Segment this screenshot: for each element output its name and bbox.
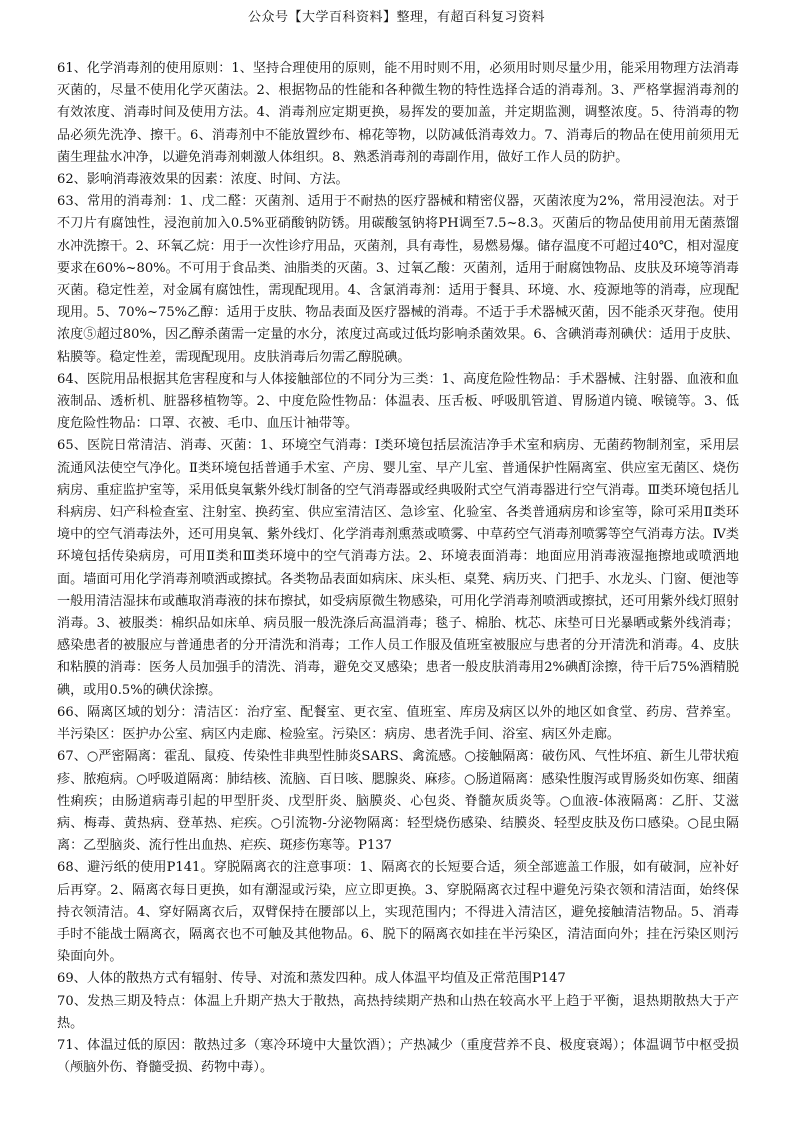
paragraph-63: 63、常用的消毒剂：1、戊二醛：灭菌剂、适用于不耐热的医疗器械和精密仪器，灭菌浓度为2%，常用浸泡法。对于不刀片有腐蚀性，浸泡前加入0.5%亚硝酸钠防锈。用碳酸氢钠将PH调至7.5~8.3。灭菌后的物品使用前用无菌蒸馏水冲洗擦干。2、环氧乙烷：用于一次性诊疗用品，灭菌剂，具有毒性，易燃易爆。储存温度不可超过40℃，相对湿度要求在60%~80%。不可用于食品类、油脂类的灭菌。3、过氧乙酸：灭菌剂，适用于耐腐蚀物品、皮肤及环境等消毒灭菌。稳定性差，对金属有腐蚀性，需现配现用。4、含氯消毒剂：适用于餐具、环境、水、疫源地等的消毒，应现配现用。5、70%~75%乙醇：适用于皮肤、物品表面及医疗器械的消毒。不适于手术器械灭菌，因不能杀灭芽孢。使用浓度⑤超过80%，因乙醇杀菌需一定量的水分，浓度过高或过低均影响杀菌效果。6、含碘消毒剂碘伏：适用于皮肤、粘膜等。稳定性差，需现配现用。皮肤消毒后勿需乙醇脱碘。 bbox=[57, 194, 739, 365]
paragraph-67: 67、○严密隔离：霍乱、鼠疫、传染性非典型性肺炎SARS、禽流感。○接触隔离：破伤风、气性坏疽、新生儿带状疱疹、脓疱病。○呼吸道隔离：肺结核、流脑、百日咳、腮腺炎、麻疹。○肠道隔离：感染性腹泻或胃肠炎如伤寒、细菌性痢疾；由肠道病毒引起的甲型肝炎、戊型肝炎、脑膜炎、心包炎、脊髓灰质炎等。○血液-体液隔离：乙肝、艾滋病、梅毒、黄热病、登革热、疟疾。○引流物-分泌物隔离：轻型烧伤感染、结膜炎、轻型皮肤及伤口感染。○昆虫隔离：乙型脑炎、流行性出血热、疟疾、斑疹伤寒等。P137 bbox=[57, 749, 739, 854]
paragraph-69: 69、人体的散热方式有辐射、传导、对流和蒸发四种。成人体温平均值及正常范围P147 bbox=[57, 971, 566, 987]
paragraph-62: 62、影响消毒液效果的因素：浓度、时间、方法。 bbox=[57, 172, 349, 188]
document-body bbox=[57, 58, 739, 1079]
paragraph-64: 64、医院用品根据其危害程度和与人体接触部位的不同分为三类：1、高度危险性物品：手术器械、注射器、血液和血液制品、透析机、脏器移植物等。2、中度危险性物品：体温表、压舌板、呼吸肌管道、胃肠道内镜、喉镜等。3、低度危险性物品：口罩、衣被、毛巾、血压计袖带等。 bbox=[57, 371, 739, 432]
paragraph-71: 71、体温过低的原因：散热过多（寒冷环境中大量饮酒）；产热减少（重度营养不良、极度衰竭）；体温调节中枢受损（颅脑外伤、脊髓受损、药物中毒）。 bbox=[57, 1037, 739, 1076]
paragraph-68: 68、避污纸的使用P141。穿脱隔离衣的注意事项：1、隔离衣的长短要合适，须全部遮盖工作服，如有破洞，应补好后再穿。2、隔离衣每日更换，如有潮湿或污染，应立即更换。3、穿脱隔离衣过程中避免污染衣领和清洁面，始终保持衣领清洁。4、穿好隔离衣后，双臂保持在腰部以上，实现范围内；不得进入清洁区，避免接触清洁物品。5、消毒手时不能战士隔离衣，隔离衣也不可触及其他物品。6、脱下的隔离衣如挂在半污染区，清洁面向外；挂在污染区则污染面向外。 bbox=[57, 860, 739, 965]
page-header: 公众号【大学百科资料】整理，有超百科复习资料 bbox=[247, 10, 545, 25]
paragraph-61: 61、化学消毒剂的使用原则：1、坚持合理使用的原则，能不用时则不用，必须用时则尽量少用，能采用物理方法消毒灭菌的，尽量不使用化学灭菌法。2、根据物品的性能和各种微生物的特性选择合适的消毒剂。3、严格掌握消毒剂的有效浓度、消毒时间及使用方法。4、消毒剂应定期更换，易挥发的要加盖，并定期监测，调整浓度。5、待消毒的物品必须先洗净、擦干。6、消毒剂中不能放置纱布、棉花等物，以防减低消毒效力。7、消毒后的物品在使用前须用无菌生理盐水冲净，以避免消毒剂刺激人体组织。8、熟悉消毒剂的毒副作用，做好工作人员的防护。 bbox=[57, 61, 739, 165]
paragraph-65: 65、医院日常清洁、消毒、灭菌：1、环境空气消毒：Ⅰ类环境包括层流洁净手术室和病房、无菌药物制剂室，采用层流通风法使空气净化。Ⅱ类环境包括普通手术室、产房、婴儿室、早产儿室、普通保护性隔离室、供应室无菌区、烧伤病房、重症监护室等，采用低臭氧紫外线灯制备的空气消毒器或经典吸附式空气消毒器进行空气消毒。Ⅲ类环境包括儿科病房、妇产科检查室、注射室、换药室、供应室清洁区、急诊室、化验室、各类普通病房和诊室等，除可采用Ⅱ类环境中的空气消毒法外，还可用臭氧、紫外线灯、化学消毒剂熏蒸或喷雾、中草药空气消毒剂喷雾等空气消毒方法。Ⅳ类环境包括传染病房，可用Ⅱ类和Ⅲ类环境中的空气消毒方法。2、环境表面消毒：地面应用消毒液湿拖擦地或喷洒地面。墙面可用化学消毒剂喷洒或擦拭。各类物品表面如病床、床头柜、桌凳、病历夹、门把手、水龙头、门窗、便池等一般用清洁湿抹布或蘸取消毒液的抹布擦拭，如受病原微生物感染，可用化学消毒剂喷洒或擦拭，还可用紫外线灯照射消毒。3、被服类：棉织品如床单、病员服一般洗涤后高温消毒；毯子、棉胎、枕芯、床垫可日光暴晒或紫外线消毒；感染患者的被服应与普通患者的分开清洗和消毒；工作人员工作服及值班室被服应与患者的分开清洗和消毒。4、皮肤和粘膜的消毒：医务人员加强手的清洗、消毒，避免交叉感染；患者一般皮肤消毒用2%碘酊涂擦，待干后75%酒精脱碘，或用0.5%的碘伏涂擦。 bbox=[57, 438, 739, 698]
paragraph-70: 70、发热三期及特点：体温上升期产热大于散热，高热持续期产热和山热在较高水平上趋于平衡，退热期散热大于产热。 bbox=[57, 993, 739, 1031]
paragraph-66: 66、隔离区域的划分：清洁区：治疗室、配餐室、更衣室、值班室、库房及病区以外的地区如食堂、药房、营养室。半污染区：医护办公室、病区内走廊、检验室。污染区：病房、患者洗手间、浴室、病区外走廊。 bbox=[57, 704, 739, 743]
